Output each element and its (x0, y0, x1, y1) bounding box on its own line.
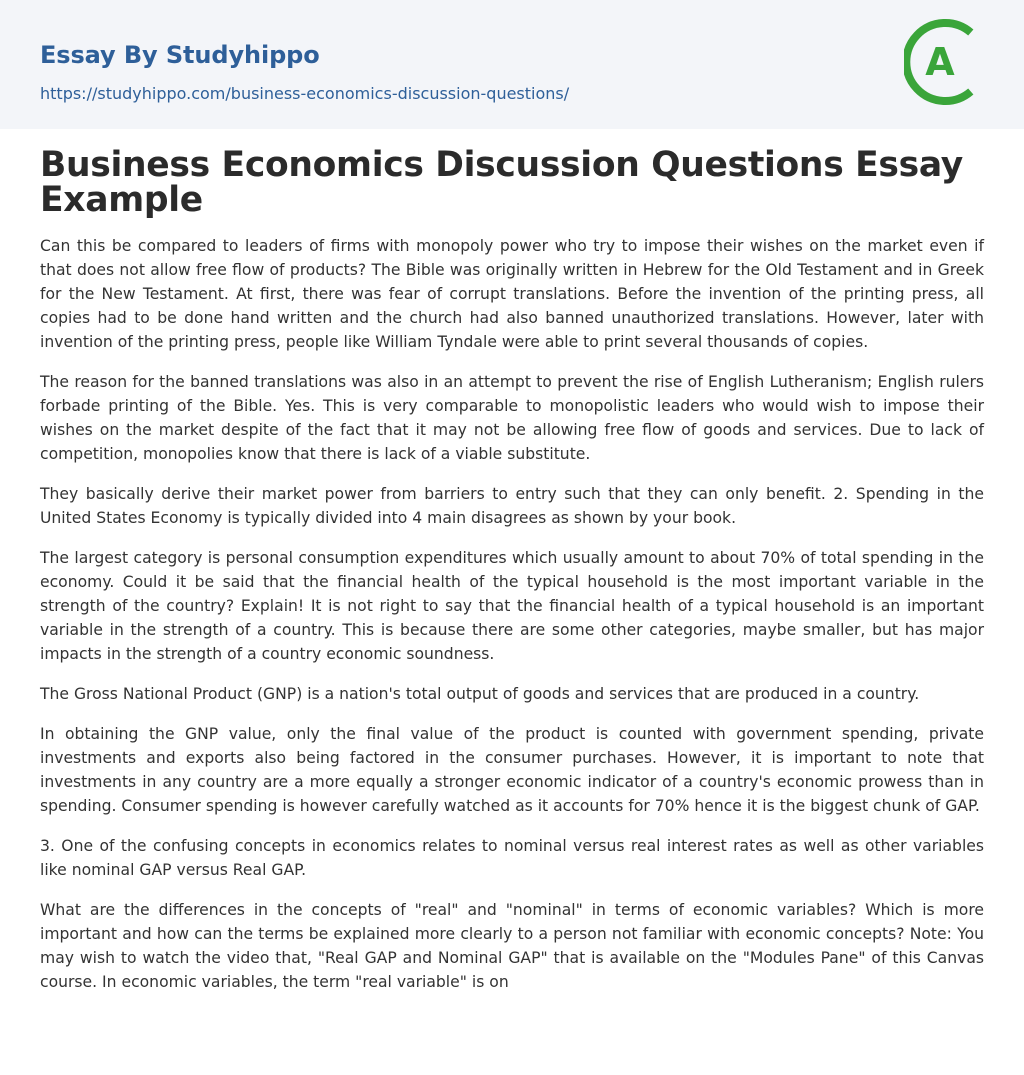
paragraph: In obtaining the GNP value, only the final value of the product is counted with government spending, private investments and exports also being factored in the consumer purchases. However, it is important to note that investments in any country are a more equally a stronger economic indicator of a country's economic prowess than in spending. Consumer spending is however carefully watched as it accounts for 70% hence it is the biggest chunk of GAP. (40, 725, 984, 815)
logo-letter: A (925, 40, 955, 84)
paragraph: The Gross National Product (GNP) is a nation's total output of goods and services that are produced in a country. (40, 685, 920, 703)
page-title: Business Economics Discussion Questions Essay Example (40, 145, 963, 220)
essay-body (40, 234, 984, 1010)
paragraph: What are the differences in the concepts of "real" and "nominal" in terms of economic variables? Which is more important and how can the terms be explained more clearly to a person not familiar with economic concepts? Note: You may wish to watch the video that, "Real GAP and Nominal GAP" that is available on the "Modules Pane" of this Canvas course. In economic variables, the term "real variable" is on (40, 901, 984, 991)
site-brand[interactable]: Essay By Studyhippo (40, 41, 320, 69)
site-header (0, 0, 1024, 129)
paragraph: The reason for the banned translations was also in an attempt to prevent the rise of English Lutheranism; English rulers forbade printing of the Bible. Yes. This is very comparable to monopolistic leaders who would wish to impose their wishes on the market despite of the fact that it may not be allowing free flow of goods and services. Due to lack of competition, monopolies know that there is lack of a viable substitute. (40, 373, 984, 463)
paragraph: The largest category is personal consumption expenditures which usually amount to about 70% of total spending in the economy. Could it be said that the financial health of the typical household is the most important variable in the strength of the country? Explain! It is not right to say that the financial health of a typical household is an important variable in the strength of a country. This is because there are some other categories, maybe smaller, but has major impacts in the strength of a country economic soundness. (40, 549, 984, 663)
paragraph: Can this be compared to leaders of firms with monopoly power who try to impose their wishes on the market even if that does not allow free flow of products? The Bible was originally written in Hebrew for the Old Testament and in Greek for the New Testament. At first, there was fear of corrupt translations. Before the invention of the printing press, all copies had to be done hand written and the church had also banned unauthorized translations. However, later with invention of the printing press, people like William Tyndale were able to print several thousands of copies. (40, 237, 984, 351)
logo-icon[interactable] (904, 18, 988, 106)
page-url-link[interactable]: https://studyhippo.com/business-economics-discussion-questions/ (40, 84, 570, 103)
paragraph: They basically derive their market power from barriers to entry such that they can only benefit. 2. Spending in the United States Economy is typically divided into 4 main disagrees as shown by your book. (40, 485, 984, 527)
paragraph: 3. One of the confusing concepts in economics relates to nominal versus real interest rates as well as other variables like nominal GAP versus Real GAP. (40, 837, 984, 879)
